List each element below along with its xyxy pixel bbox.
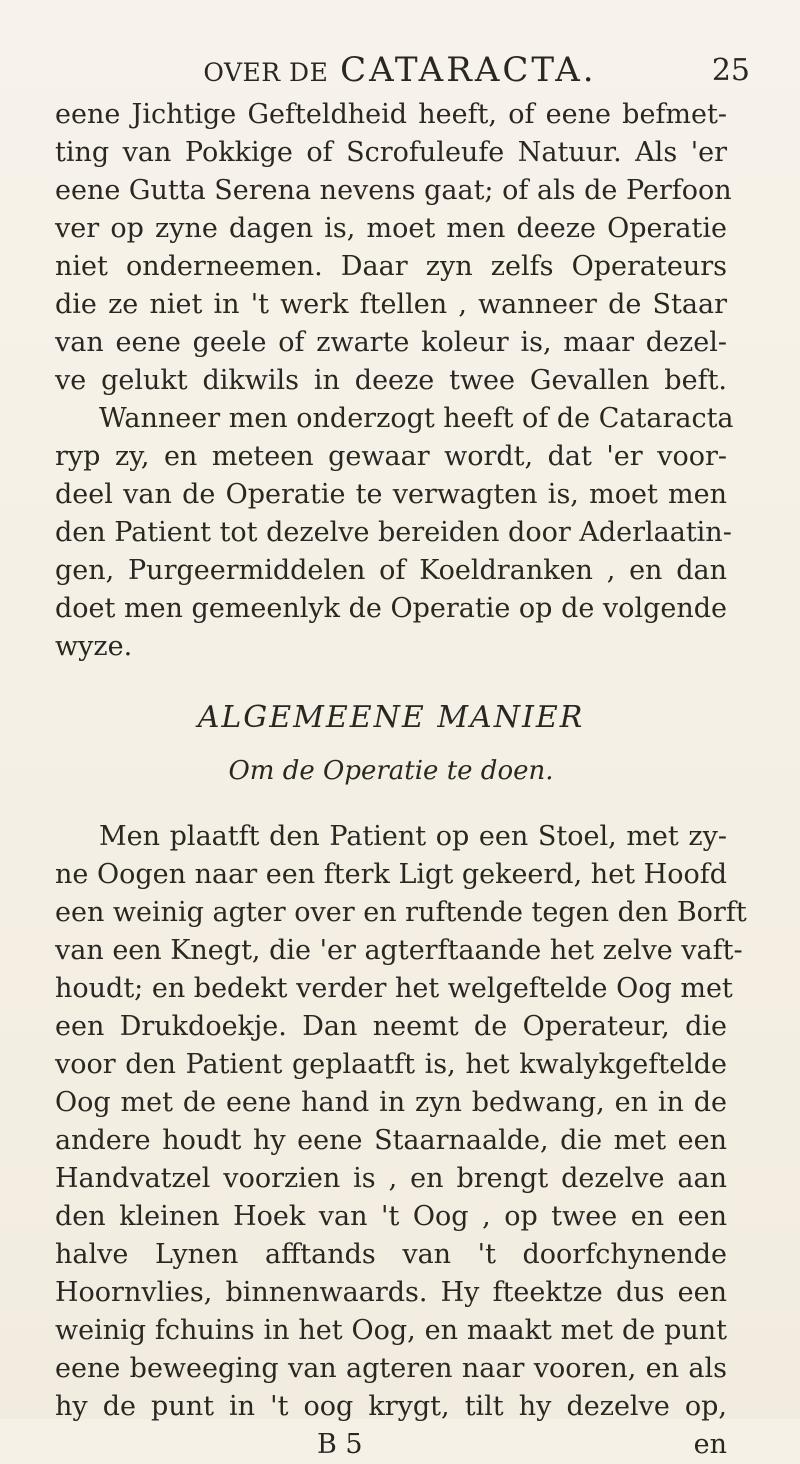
text-line: Wanneer men onderzogt heeft of de Cataracta xyxy=(99,403,734,434)
catchword: en xyxy=(693,1429,727,1460)
running-header xyxy=(0,50,800,90)
signature-mark: B 5 xyxy=(317,1429,363,1460)
section-subheading: Om de Operatie te doen. xyxy=(228,756,554,786)
text-line: ve gelukt dikwils in deeze twee Gevallen beft. xyxy=(55,365,727,396)
text-line: niet onderneemen. Daar zyn zelfs Operateurs xyxy=(55,251,727,282)
paragraph-2 xyxy=(55,400,734,666)
running-title-small: OVER DE xyxy=(203,58,329,87)
text-line: een weinig agter over en ruftende tegen den Borft xyxy=(55,897,747,928)
text-line: Oog met de eene hand in zyn bedwang, en in de xyxy=(55,1087,727,1118)
paragraph-1 xyxy=(55,96,732,400)
text-line: eene Jichtige Gefteldheid heeft, of eene befmet- xyxy=(55,99,727,130)
text-line: van een Knegt, die 'er agterftaande het zelve vaft- xyxy=(55,935,743,966)
section-heading: ALGEMEENE MANIER xyxy=(197,700,585,735)
text-line: ting van Pokkige of Scrofuleufe Natuur. Als 'er xyxy=(55,137,727,168)
text-line: doet men gemeenlyk de Operatie op de volgende xyxy=(55,593,727,624)
text-line: hy de punt in 't oog krygt, tilt hy dezelve op, xyxy=(55,1391,727,1422)
text-line: eene beweeging van agteren naar vooren, en als xyxy=(55,1353,727,1384)
text-line: van eene geele of zwarte koleur is, maar dezel- xyxy=(55,327,727,358)
text-line: Handvatzel voorzien is , en brengt dezelve aan xyxy=(55,1163,727,1194)
page-number: 25 xyxy=(711,53,750,88)
running-title-caps: CATARACTA. xyxy=(340,50,597,90)
text-line: deel van de Operatie te verwagten is, moet men xyxy=(55,479,727,510)
running-title xyxy=(0,50,800,90)
paragraph-3 xyxy=(55,818,747,1426)
text-line: wyze. xyxy=(55,631,133,662)
text-line: Men plaatft den Patient op een Stoel, met zy- xyxy=(99,821,727,852)
page-footer xyxy=(55,1426,727,1464)
text-line: eene Gutta Serena nevens gaat; of als de Perfoon xyxy=(55,175,732,206)
text-line: den Patient tot dezelve bereiden door Aderlaatin- xyxy=(55,517,732,548)
text-line: den kleinen Hoek van 't Oog , op twee en een xyxy=(55,1201,727,1232)
text-line: weinig fchuins in het Oog, en maakt met de punt xyxy=(55,1315,727,1346)
text-line: ryp zy, en meteen gewaar wordt, dat 'er voor- xyxy=(55,441,727,472)
text-line: die ze niet in 't werk ftellen , wanneer de Staar xyxy=(55,289,727,320)
text-line: Hoornvlies, binnenwaards. Hy fteektze dus een xyxy=(55,1277,727,1308)
text-line: ver op zyne dagen is, moet men deeze Operatie xyxy=(55,213,727,244)
text-line: een Drukdoekje. Dan neemt de Operateur, die xyxy=(55,1011,727,1042)
body-text xyxy=(55,96,747,1464)
text-line: voor den Patient geplaatft is, het kwalykgeftelde xyxy=(55,1049,727,1080)
text-line: ne Oogen naar een fterk Ligt gekeerd, het Hoofd xyxy=(55,859,727,890)
text-line: houdt; en bedekt verder het welgeftelde Oog met xyxy=(55,973,733,1004)
text-line: halve Lynen afftands van 't doorfchynende xyxy=(55,1239,727,1270)
text-line: andere houdt hy eene Staarnaalde, die met een xyxy=(55,1125,727,1156)
text-line: gen, Purgeermiddelen of Koeldranken , en dan xyxy=(55,555,727,586)
